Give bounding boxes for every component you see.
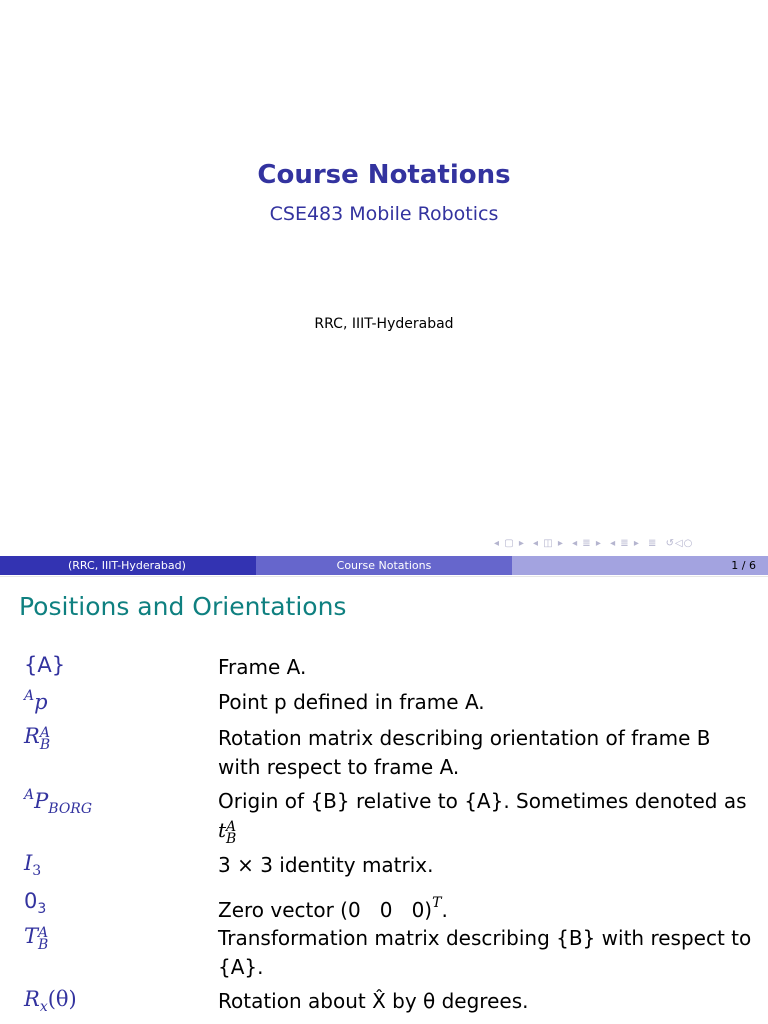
nav-frame-icon[interactable]: ◂ ▢ ▸ (494, 538, 525, 549)
symbol-main: R (24, 724, 40, 748)
notation-description (218, 787, 758, 845)
symbol-subscript: x (39, 999, 48, 1015)
symbol-subscript: B (38, 937, 49, 953)
nav-search-icon[interactable]: ↺◁○ (665, 538, 694, 549)
slide-author: RRC, IIIT-Hyderabad (314, 316, 454, 332)
beamer-navigation (494, 538, 764, 554)
symbol-superscript: A (38, 925, 49, 941)
notation-symbol (24, 653, 65, 677)
symbol-subscript: 3 (37, 901, 47, 917)
description-text: Origin of {B} relative to {A}. Sometimes denoted as (218, 789, 747, 813)
nav-section-icon[interactable]: ◂ ≣ ▸ (572, 538, 602, 549)
symbol-main: p (34, 690, 48, 714)
symbol-superscript: A (39, 725, 50, 741)
description-symbol: t (218, 818, 227, 842)
symbol-main: T (24, 924, 39, 948)
symbol-main: R (24, 987, 40, 1011)
slide-footer (0, 556, 768, 575)
footer-title: Course Notations (336, 559, 432, 572)
footer-author: (RRC, IIIT-Hyderabad) (68, 559, 186, 572)
footer-page-box (512, 556, 768, 575)
description-symbol-subscript: B (226, 831, 237, 847)
frame-title: Positions and Orientations (19, 592, 347, 621)
notation-symbol (24, 724, 50, 751)
symbol-superscript: A (24, 688, 35, 704)
notation-description (218, 889, 758, 925)
symbol-main: {A} (24, 653, 66, 677)
footer-author-box (0, 556, 256, 575)
footer-title-box (256, 556, 512, 575)
notation-symbol (24, 851, 41, 879)
notation-symbol (24, 924, 48, 951)
symbol-main: I (24, 851, 33, 875)
notation-symbol (24, 787, 92, 817)
symbol-subscript: 3 (32, 863, 42, 879)
symbol-argument: (θ) (47, 987, 77, 1011)
notation-description: Frame A. (218, 655, 307, 679)
notation-description: Point p defined in frame A. (218, 690, 485, 714)
symbol-subscript: BORG (48, 801, 93, 817)
notation-description: Rotation about X̂ by θ degrees. (218, 989, 529, 1013)
symbol-subscript: B (39, 737, 51, 753)
notation-symbol (24, 688, 48, 714)
description-tail: . (441, 898, 448, 922)
nav-document-icon[interactable]: ◂ ≣ ▸ (610, 538, 640, 549)
notation-description: 3 × 3 identity matrix. (218, 853, 434, 877)
notation-description: Transformation matrix describing {B} with respect to {A}. (218, 926, 752, 979)
footer-page-number: 1 / 6 (731, 559, 756, 572)
description-symbol-superscript: A (226, 819, 237, 835)
nav-outline-icon[interactable]: ≣ (648, 538, 658, 549)
slide-subtitle: CSE483 Mobile Robotics (269, 203, 499, 225)
notation-symbol (24, 889, 46, 917)
description-text: Zero vector (0 0 0) (218, 898, 433, 922)
nav-subsection-icon[interactable]: ◂ ◫ ▸ (533, 538, 564, 549)
notation-symbol (24, 987, 77, 1015)
description-superscript: T (432, 895, 442, 911)
symbol-main: P (34, 789, 49, 813)
notation-description: Rotation matrix describing orientation of frame B with respect to frame A. (218, 726, 711, 779)
slide-title: Course Notations (257, 160, 511, 190)
symbol-superscript: A (24, 787, 35, 803)
symbol-main: 0 (24, 889, 38, 913)
page-separator (0, 576, 768, 577)
